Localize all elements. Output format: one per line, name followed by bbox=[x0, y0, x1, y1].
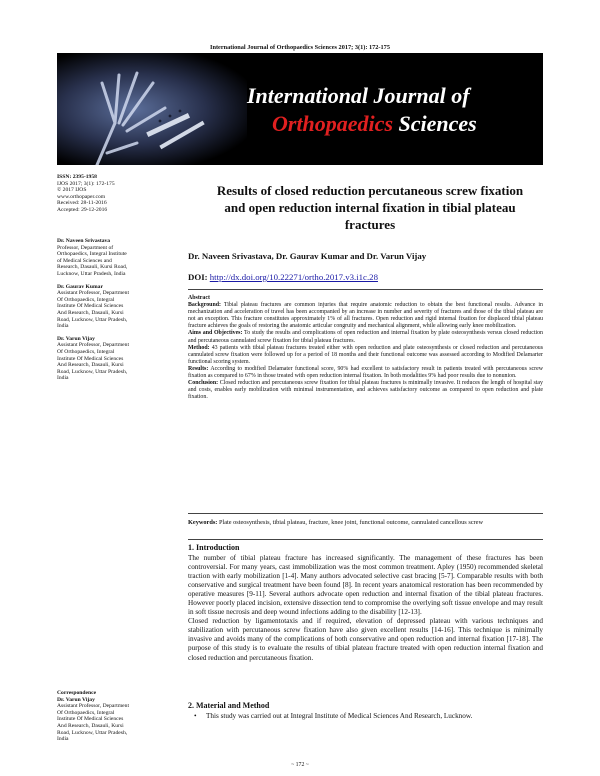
affiliation-line: Of Orthopaedics, Integral bbox=[57, 348, 115, 355]
affiliation-line: And Research, Dasauli, Kursi bbox=[57, 309, 124, 316]
affiliation-name: Dr. Gaurav Kumar bbox=[57, 283, 103, 290]
journal-meta bbox=[57, 174, 161, 220]
journal-title-line1: International Journal of bbox=[247, 83, 470, 108]
abstract-heading: Abstract bbox=[188, 295, 210, 301]
introduction-text bbox=[188, 554, 543, 663]
abstract-conclusion: Closed reduction and percutaneous screw fixation for tibial plateau fractures is minimally invasive. It reduces the length of hospital stay and costs, enables early mobilization with minimal instrumentation, and achieves satisfactory outcome as compared to open reduction and plate fixation. bbox=[188, 380, 543, 401]
copyright: © 2017 IJOS bbox=[57, 187, 87, 194]
doi-label: DOI: bbox=[188, 272, 208, 282]
correspondence-line: Institute Of Medical Sciences bbox=[57, 716, 124, 723]
affiliation-line: Of Orthopaedics, Integral bbox=[57, 296, 115, 303]
keywords bbox=[188, 519, 543, 527]
affiliation-line: And Research, Dasauli, Kursi bbox=[57, 362, 124, 369]
affiliation-line: India bbox=[57, 323, 69, 330]
hand-xray-icon bbox=[57, 53, 247, 165]
bullet-icon: • bbox=[194, 712, 197, 720]
abstract-background: Tibial plateau fractures are common injuries that require anatomic reduction to obtain the best functional results. Advance in mechanization and acceleration of travel has been accompanied by an increase in number and severity of fractures and those of the tibial plateau are not an exception. This fracture constitutes approximately 1% of all fractures. Open reduction and rigid internal fixation for displaced tibial plateau fracture achieves the goals of restoring the anatomic articular congruity and mechanical alignment, while allowing early knee mobilization. bbox=[188, 302, 543, 330]
journal-banner bbox=[57, 53, 543, 165]
divider bbox=[188, 289, 543, 290]
abstract-aims: To study the results and complications of open reduction and internal fixation by plate osteosynthesis versus closed reduction and percutaneous cannulated screw fixation for tibial plateau fractures. bbox=[188, 330, 543, 344]
divider bbox=[188, 539, 543, 540]
affiliation-line: Professor, Department of bbox=[57, 244, 114, 251]
correspondence-line: Of Orthopaedics, Integral bbox=[57, 709, 115, 716]
journal-title-white: Sciences bbox=[398, 111, 477, 136]
paragraph: The number of tibial plateau fracture has increased significantly. The management of these fractures has been controversial. For many years, cast immobilization was the most common treatment. Apley (1950) recommended skeletal traction with early mobilization [1-4]. Many authors advocated selective cast bracing [5-7]. Comparable results with both conservative and surgical treatment have been found [8]. In recent years anatomical restoration has been recommended by operative measures [9-11]. Several authors advocate open reduction and internal fixation of the tibial plateau fractures. However poorly placed incision, extensive dissection tend to compromise the overlying soft tissue envelope and may result in soft tissue necrosis and deep wound infections adding to the disability [12-13]. bbox=[188, 554, 543, 617]
abstract-label: Background: bbox=[188, 302, 221, 309]
section-heading-method: 2. Material and Method bbox=[188, 701, 270, 710]
title-line: and open reduction internal fixation in tibial plateau bbox=[224, 200, 516, 215]
affiliations bbox=[57, 238, 161, 388]
affiliation-line: Institute Of Medical Sciences bbox=[57, 355, 124, 362]
abstract-label: Results: bbox=[188, 365, 209, 372]
keywords-label: Keywords: bbox=[188, 519, 218, 526]
correspondence-line: India bbox=[57, 736, 69, 743]
journal-title-line2 bbox=[272, 111, 477, 137]
affiliation bbox=[57, 336, 161, 382]
affiliation-line: India bbox=[57, 375, 69, 382]
section-heading-introduction: 1. Introduction bbox=[188, 543, 240, 552]
affiliation-line: Assistant Professor, Department bbox=[57, 290, 130, 297]
author-list: Dr. Naveen Srivastava, Dr. Gaurav Kumar and Dr. Varun Vijay bbox=[188, 251, 427, 261]
running-header: International Journal of Orthopaedics Sciences 2017; 3(1): 172-175 bbox=[210, 44, 390, 51]
abstract-method: 43 patients with tibial plateau fractures treated either with open reduction and plate osteosynthesis or closed reduction and percutaneous cannulated screw fixation were followed up for a period of 18 months and their functional outcome was assessed according to Modified Delamarter functional scoring system. bbox=[188, 344, 543, 365]
affiliation-line: Road, Lucknow, Uttar Pradesh, bbox=[57, 316, 128, 323]
correspondence-name: Dr. Varun Vijay bbox=[57, 696, 95, 703]
journal-title-red: Orthopaedics bbox=[272, 111, 393, 136]
doi-line bbox=[188, 272, 378, 282]
doi-link[interactable]: http://dx.doi.org/10.22271/ortho.2017.v3.i1c.28 bbox=[209, 272, 378, 282]
paper-title bbox=[170, 182, 570, 233]
received-date: Received: 28-11-2016 bbox=[57, 200, 107, 207]
affiliation-line: Road, Lucknow, Uttar Pradesh, bbox=[57, 368, 128, 375]
affiliation bbox=[57, 238, 161, 278]
ijos-ref: IJOS 2017; 3(1): 172-175 bbox=[57, 180, 115, 187]
title-line: fractures bbox=[344, 217, 396, 232]
affiliation-line: Lucknow, Uttar Pradesh, India bbox=[57, 270, 126, 277]
affiliation bbox=[57, 284, 161, 330]
affiliation-line: Orthopaedics, Integral Institute bbox=[57, 251, 127, 258]
abstract-label: Conclusion: bbox=[188, 380, 219, 387]
affiliation-line: Assistant Professor, Department bbox=[57, 342, 130, 349]
list-item-text: This study was carried out at Integral Institute of Medical Sciences And Research, Lucknow. bbox=[206, 712, 473, 720]
page-number: ~ 172 ~ bbox=[291, 762, 309, 768]
issn: ISSN: 2395-1958 bbox=[57, 174, 97, 180]
correspondence-line: Road, Lucknow, Uttar Pradesh, bbox=[57, 729, 128, 736]
keywords-text: Plate osteosynthesis, tibial plateau, fracture, knee joint, functional outcome, cannulated cancellous screw bbox=[218, 519, 483, 526]
divider bbox=[188, 513, 543, 514]
abstract-label: Aims and Objectives: bbox=[188, 330, 243, 337]
affiliation-line: Research, Dasauli, Kursi Road, bbox=[57, 264, 128, 271]
affiliation-line: of Medical Sciences and bbox=[57, 257, 112, 264]
affiliation-name: Dr. Naveen Srivastava bbox=[57, 238, 111, 244]
abstract-results: According to modified Delamater functional score, 90% had excellent to satisfactory result in patients treated with percutaneous screw fixation as compared to 67% in those treated with open reduction internal fixation. In both modalities 9% had poor results due to nonunion. bbox=[188, 365, 543, 380]
correspondence-heading: Correspondence bbox=[57, 690, 97, 696]
correspondence-line: And Research, Dasauli, Kursi bbox=[57, 722, 124, 729]
affiliation-name: Dr. Varun Vijay bbox=[57, 335, 95, 342]
correspondence-line: Assistant Professor, Department bbox=[57, 703, 130, 710]
title-line: Results of closed reduction percutaneous screw fixation bbox=[216, 183, 524, 198]
website: www.orthopaper.com bbox=[57, 193, 106, 200]
paragraph: Closed reduction by ligamentotaxis and if required, elevation of depressed plateau with various techniques and stabilization with percutaneous screw fixation have also given excellent results [14-16]. This technique is minimally invasive and avoids many of the complications of both conservative and open reduction and internal fixation [17-18]. The purpose of this study is to evaluate the results of tibial plateau fracture treated with open reduction internal fixation and closed reduction and percutaneous fixation. bbox=[188, 617, 543, 662]
abstract bbox=[188, 295, 543, 401]
correspondence bbox=[57, 690, 161, 743]
affiliation-line: Institute Of Medical Sciences bbox=[57, 303, 124, 310]
accepted-date: Accepted: 29-12-2016 bbox=[57, 206, 108, 213]
abstract-label: Method: bbox=[188, 344, 210, 351]
